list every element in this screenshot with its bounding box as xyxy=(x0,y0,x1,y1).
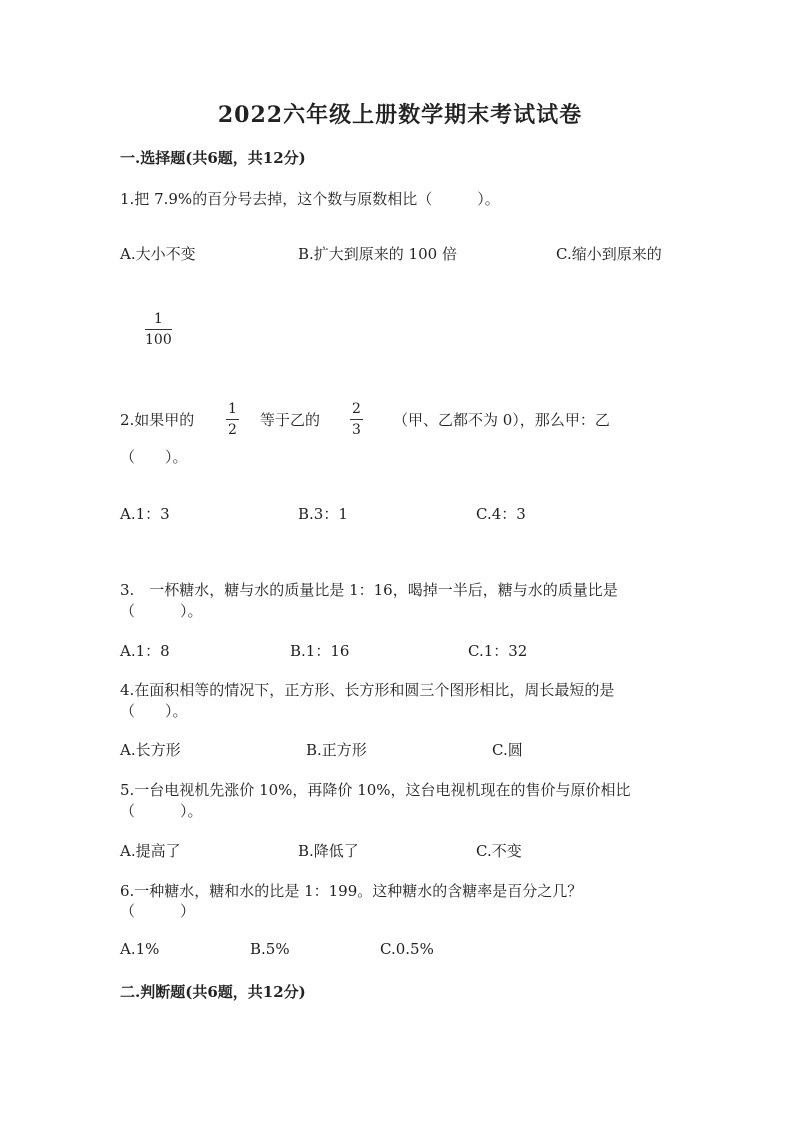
section-heading-judgment: 二.判断题(共6题，共12分) xyxy=(120,983,306,1001)
question-2-option-c: C.4：3 xyxy=(476,505,526,523)
question-2-answer-blank: （ ）。 xyxy=(120,448,188,466)
question-2-option-b: B.3：1 xyxy=(298,505,348,523)
question-1-option-c-fraction xyxy=(145,312,172,347)
question-2-fraction-1 xyxy=(226,402,239,437)
question-4-option-c: C.圆 xyxy=(492,741,523,759)
question-5-option-c: C.不变 xyxy=(476,842,522,860)
question-2-prefix: 2.如果甲的 xyxy=(120,411,195,429)
question-2-fraction-2 xyxy=(350,402,363,437)
fraction-numerator: 2 xyxy=(352,401,361,417)
question-6-option-b: B.5% xyxy=(250,940,290,958)
question-5-option-b: B.降低了 xyxy=(298,842,359,860)
fraction-denominator: 2 xyxy=(228,422,237,438)
question-3-option-c: C.1：32 xyxy=(468,642,528,660)
question-5-answer-blank: （ ）。 xyxy=(120,802,203,820)
question-5-option-a: A.提高了 xyxy=(120,842,181,860)
question-6-option-c: C.0.5% xyxy=(380,940,434,958)
question-4-answer-blank: （ ）。 xyxy=(120,702,188,720)
page-title: 2022六年级上册数学期末考试试卷 xyxy=(217,102,583,128)
fraction-numerator: 1 xyxy=(228,401,237,417)
section-heading-choice: 一.选择题(共6题，共12分) xyxy=(120,149,306,167)
question-5-text: 5.一台电视机先涨价 10%，再降价 10%，这台电视机现在的售价与原价相比 xyxy=(120,781,631,799)
question-3-option-b: B.1：16 xyxy=(290,642,350,660)
question-1-text: 1.把 7.9%的百分号去掉，这个数与原数相比（ ）。 xyxy=(120,190,500,208)
question-4-option-b: B.正方形 xyxy=(306,741,367,759)
question-3-text: 3. 一杯糖水，糖与水的质量比是 1：16，喝掉一半后，糖与水的质量比是 xyxy=(120,581,618,599)
question-3-option-a: A.1：8 xyxy=(120,642,170,660)
question-1-option-b: B.扩大到原来的 100 倍 xyxy=(298,245,457,263)
question-2-option-a: A.1：3 xyxy=(120,505,170,523)
question-6-option-a: A.1% xyxy=(120,940,160,958)
question-2-middle: 等于乙的 xyxy=(260,411,321,429)
question-6-text: 6.一种糖水，糖和水的比是 1：199。这种糖水的含糖率是百分之几？ xyxy=(120,882,583,900)
fraction-denominator: 100 xyxy=(145,332,172,348)
question-2-suffix: （甲、乙都不为 0），那么甲：乙 xyxy=(393,411,610,429)
fraction-denominator: 3 xyxy=(352,422,361,438)
fraction-numerator: 1 xyxy=(153,311,163,327)
question-3-answer-blank: （ ）。 xyxy=(120,602,203,620)
question-1-option-a: A.大小不变 xyxy=(120,245,196,263)
question-1-option-c: C.缩小到原来的 xyxy=(556,245,662,263)
question-6-answer-blank: （ ） xyxy=(120,902,196,920)
question-4-option-a: A.长方形 xyxy=(120,741,181,759)
question-4-text: 4.在面积相等的情况下，正方形、长方形和圆三个图形相比，周长最短的是 xyxy=(120,681,615,699)
